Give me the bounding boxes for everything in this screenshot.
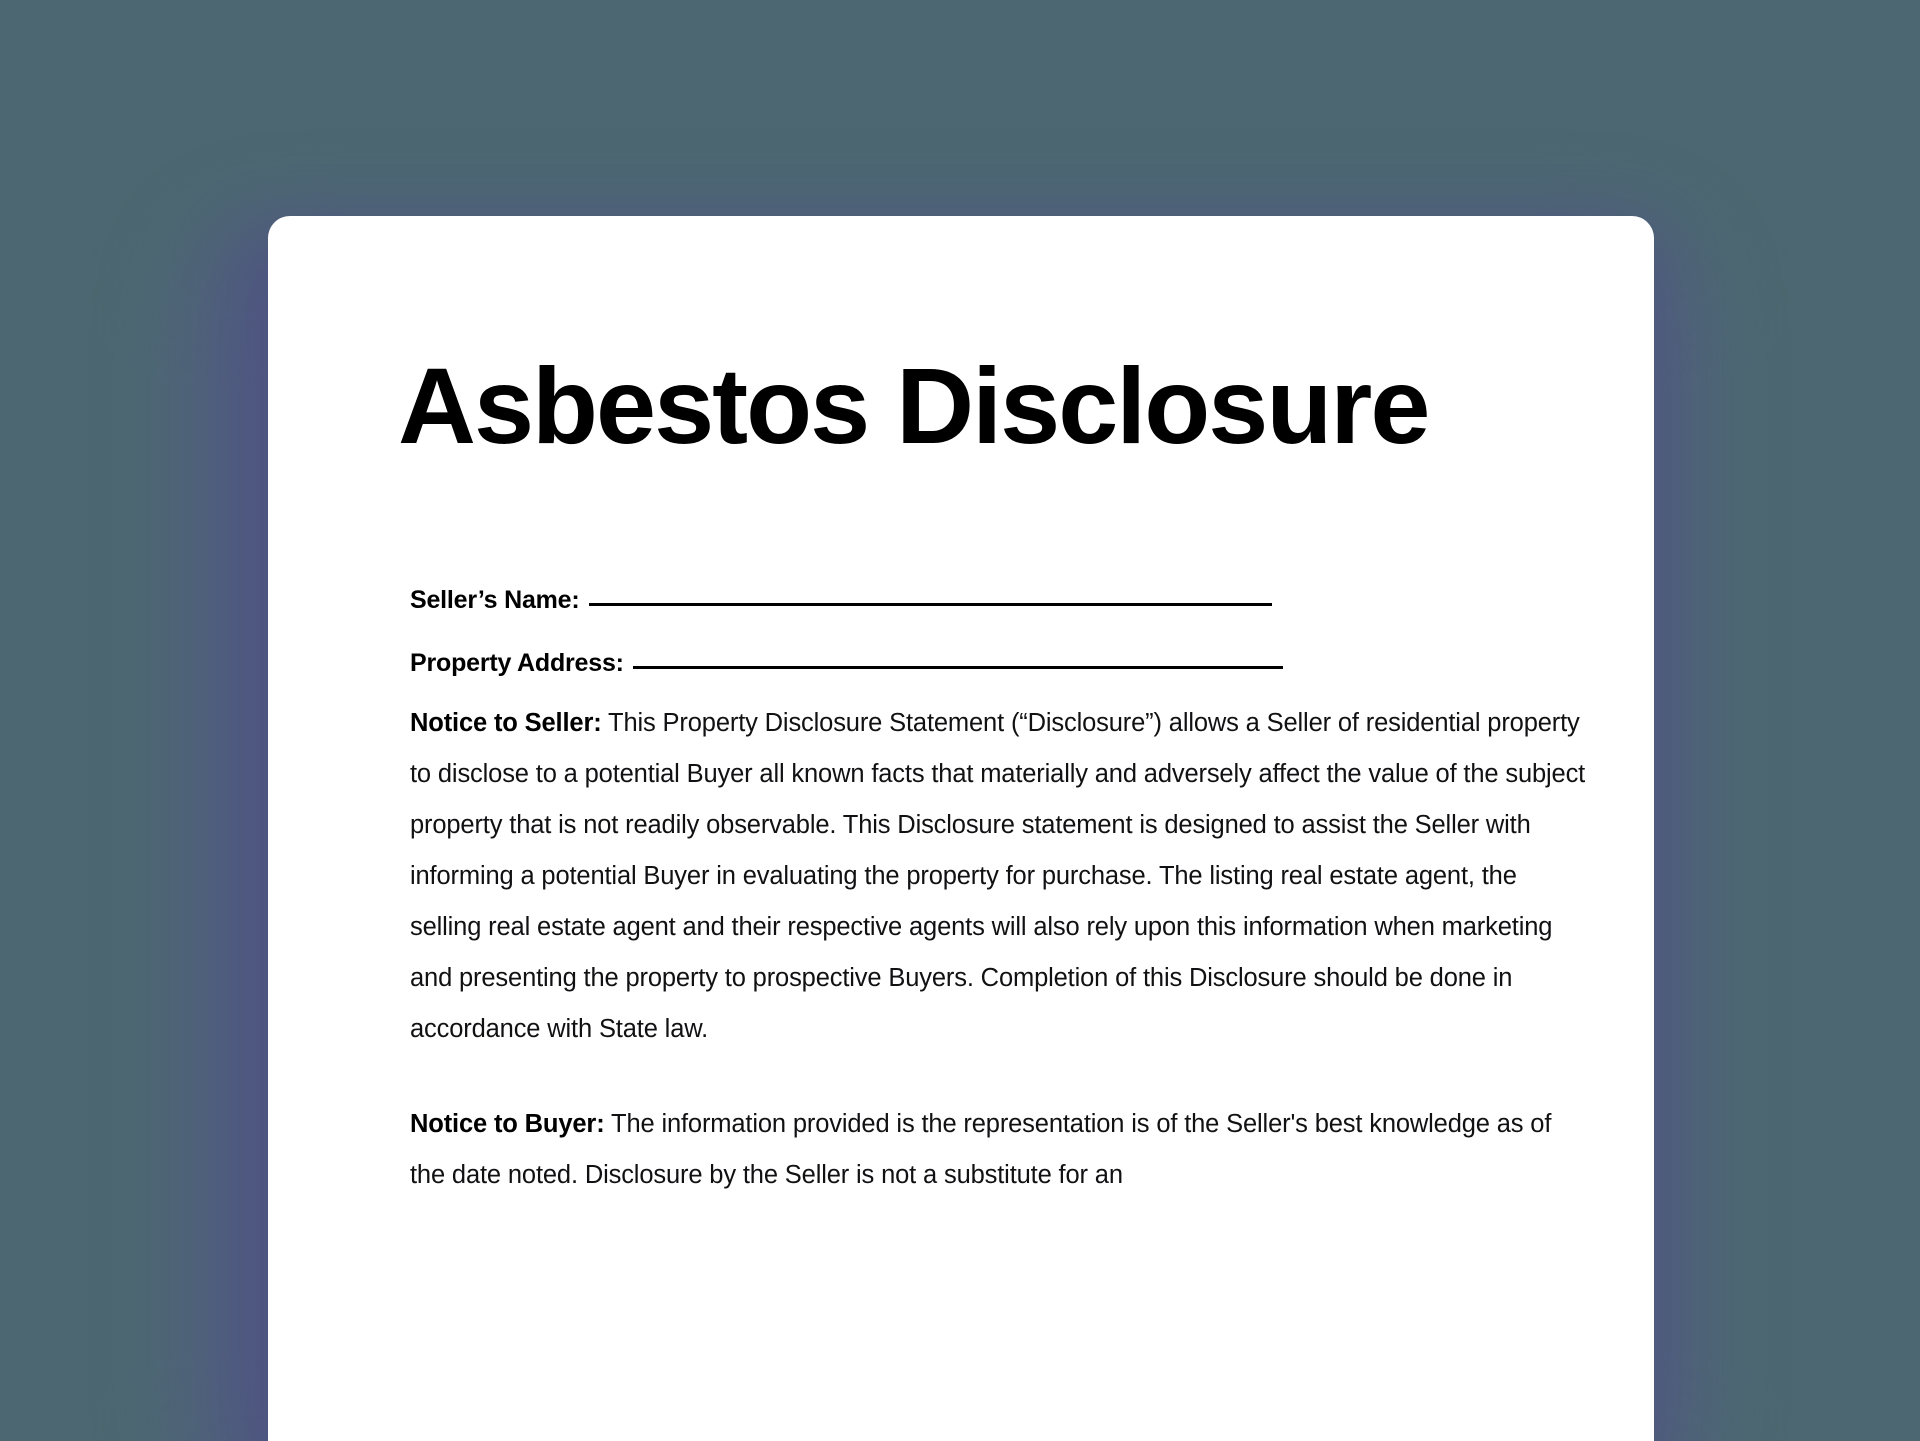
- paragraph-notice-to-buyer: [410, 1099, 1590, 1201]
- notice-to-seller-text: This Property Disclosure Statement (“Disclosure”) allows a Seller of residential property to disclose to a potential Buyer all known facts that materially and adversely affect the value of the subject property that is not readily observable. This Disclosure statement is designed to assist the Seller with informing a potential Buyer in evaluating the property for purchase. The listing real estate agent, the selling real estate agent and their respective agents will also rely upon this information when marketing and presenting the property to prospective Buyers. Completion of this Disclosure should be done in accordance with State law.: [410, 709, 1586, 1043]
- property-address-label: Property Address:: [410, 649, 624, 677]
- sellers-name-label: Seller’s Name:: [410, 586, 580, 614]
- paragraph-notice-to-seller: [410, 698, 1590, 1055]
- field-row-property-address: [410, 651, 1570, 676]
- field-row-sellers-name: [410, 588, 1570, 613]
- document-page: [268, 216, 1654, 1441]
- document-content: [398, 216, 1586, 1441]
- notice-to-seller-lead: Notice to Seller:: [410, 709, 602, 737]
- property-address-input[interactable]: [633, 666, 1283, 669]
- form-fields: [410, 588, 1570, 714]
- notice-to-buyer-lead: Notice to Buyer:: [410, 1110, 605, 1138]
- document-body: [410, 698, 1590, 1245]
- sellers-name-input[interactable]: [589, 603, 1272, 606]
- notice-to-buyer-text: The information provided is the representation is of the Seller's best knowledge as of the date noted. Disclosure by the Seller is not a substitute for an: [410, 1110, 1552, 1189]
- page-title: Asbestos Disclosure: [398, 345, 1429, 466]
